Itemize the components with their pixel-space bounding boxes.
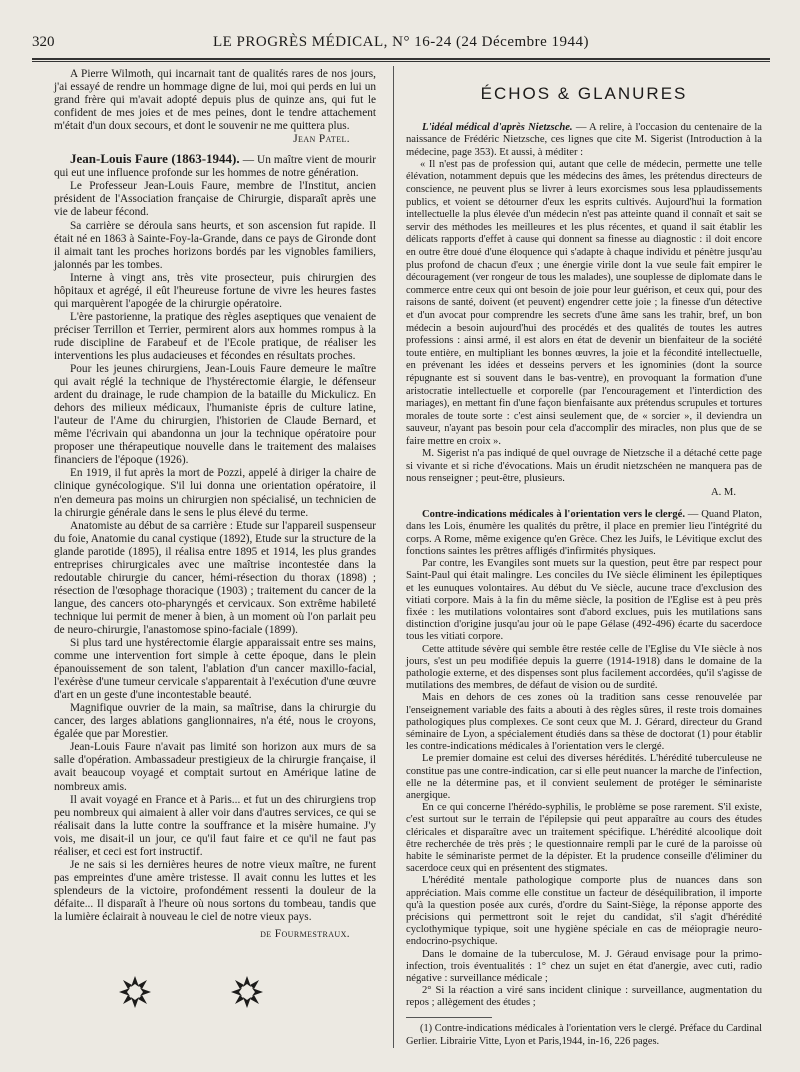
- echo-paragraph: Le premier domaine est celui des diverses hérédités. L'hérédité tuberculeuse ne constitue pas une contre-indication, car si elle peut nuancer la marche de l'infection, elle ne la détermine pas, et il convient seulement de protéger le séminariste anergique.: [406, 753, 762, 801]
- header-rule-thin: [32, 61, 770, 62]
- journal-title: LE PROGRÈS MÉDICAL, N° 16-24 (24 Décembre 1944): [212, 34, 590, 50]
- obituary-paragraph: Sa carrière se déroula sans heurts, et son ascension fut rapide. Il était né en 1863 à Sainte-Foy-la-Grande, dans ce pays de Gironde dont il aimait tant les proches horizons bordés par les vignobles familiers, jalonnés par les tombes.: [54, 219, 376, 271]
- obituary-paragraph: Anatomiste au début de sa carrière : Etude sur l'appareil suspenseur du foie, Anatomie du canal cystique (1892), Etude sur la structure de la glande parotide (1895), il réalisa entre 1895 et 1914, les plus grandes entreprises chirurgicales avec une maîtrise incontestée dans la redoutable chirurgie du cancer, hémi-résection du thorax (1898) ; résection de l'œsophage thoracique (1903) ; traitement du cancer de la langue, des cancers oto-pharyngés et cervicaux. Son extrême habileté technique lui permit de mener à bien, à un moment où l'on parlait peu de neuro-chirurgie, l'anastomose spino-faciale (1899).: [54, 519, 376, 636]
- echo-intro: — A relire, à l'occasion du centenaire de la naissance de Frédéric Nietzsche, ces lignes que cite M. Sigerist (Introduction à la médecine, page 353). Et aussi, à méditer :: [406, 122, 762, 158]
- tribute-signature: Jean Patel.: [293, 133, 350, 146]
- obituary-paragraph: Il avait voyagé en France et à Paris... et fut un des chirurgiens trop peu nombreux qui aimaient à aller voir dans d'autres services, ce qui se réalisait dans la lutte contre la souffrance et la misère humaine. J'y vois, me disait-il un jour, ce qu'il faut faire et ce qu'il ne faut pas réaliser, et ceci est fort instructif.: [54, 793, 376, 858]
- header-rule: [32, 58, 770, 60]
- obituary-paragraph: Si plus tard une hystérectomie élargie apparaissait entre ses mains, comme une intervention fort simple à cette époque, dans le plein épanouissement de son talent, l'ablation d'un cancer maxillo-facial, l'exérèse d'une tumeur cervicale s'apparentait à l'exécution d'une œuvre d'art en un geste d'une incontestable beauté.: [54, 637, 376, 702]
- echo-signature: A. M.: [710, 487, 736, 499]
- nietzsche-quote: [406, 159, 762, 449]
- echo-paragraph: 2° Si la réaction a viré sans incident clinique : surveillance, augmentation du repos ; allègement des études ;: [406, 985, 762, 1009]
- obituary-paragraph: L'ère pastorienne, la pratique des règles aseptiques que venaient de préciser Terrillon et Terrier, permirent alors aux hommes rompus à la rude discipline de Farabeuf et de l'Ecole pratique, de réaliser les interventions les plus audacieuses et fécondes en résultats proches.: [54, 310, 376, 362]
- ornament-star-icon: [230, 975, 264, 1009]
- echo-paragraph: Cette attitude sévère qui semble être restée celle de l'Eglise du VIe siècle à nos jours, s'est un peu modifiée depuis la guerre (1914-1918) dans le domaine de la pathologie externe, et des dispenses sont plus facilement accordées, qu'il s'agisse de mutilations des membres, de défaut de vision ou de surdité.: [406, 643, 762, 692]
- obituary-paragraph: Jean-Louis Faure n'avait pas limité son horizon aux murs de sa salle d'opération. Ambassadeur prestigieux de la chirurgie française, il avait beaucoup voyagé et comptait surtout en Amérique latine de nombreux amis.: [54, 741, 376, 793]
- running-header: [32, 34, 770, 54]
- page-number: 320: [32, 34, 55, 50]
- echo-paragraph: Dans le domaine de la tuberculose, M. J. Géraud envisage pour la primo-infection, trois éventualités : 1° chez un sujet en état d'anergie, avec cuti, radio négative : surveillance médicale ;: [406, 948, 762, 984]
- echo-paragraph: M. Sigerist n'a pas indiqué de quel ouvrage de Nietzsche il a détaché cette page si vivante et si riche d'évocations. Mais un érudit nietzschéen ne manquera pas de nous renseigner ; peut-être, plusieurs.: [406, 448, 762, 484]
- section-title: ÉCHOS & GLANURES: [480, 84, 688, 103]
- echo-paragraph: L'hérédité mentale pathologique comporte plus de nuances dans son appréciation. Mais comme elle constitue un facteur de déséquilibration, il importe qu'à la question posée aux curés, d'ordre du Saint-Siège, la réponse apporte des précisions qui permettront soit le rejet du candidat, s'il s'agit d'hérédité cyclothymique typique, soit une hygiène spéciale en cas de méiopragie neuro-endocrino-psychique.: [406, 875, 762, 948]
- echo-title: L'idéal médical d'après Nietzsche.: [422, 122, 573, 134]
- ornament-star-icon: [118, 975, 152, 1009]
- echo-title: Contre-indications médicales à l'orientation vers le clergé.: [422, 509, 685, 521]
- obituary-signature: de Fourmestraux.: [260, 928, 350, 941]
- obituary-paragraph: Magnifique ouvrier de la main, sa maîtrise, dans la chirurgie du cancer, des larges ablations ganglionnaires, n'a été, nous le croyons, égalée que par Morestier.: [54, 702, 376, 741]
- obituary-title: Jean-Louis Faure (1863-1944).: [70, 151, 240, 167]
- obituary-paragraph: Le Professeur Jean-Louis Faure, membre de l'Institut, ancien président de l'Association française de Chirurgie, disparaît après une vie de labeur fécond.: [54, 180, 376, 219]
- echo-paragraph: — Quand Platon, dans les Lois, énumère les qualités du prêtre, il place en premier lieu l'intégrité du corps. A Rome, même exigence qu'en Grèce. Chez les Juifs, le Lévitique exclut des fonctions saintes les prêtres affligés d'infirmités physiques.: [406, 509, 762, 557]
- echo-item-nietzsche: [406, 122, 762, 159]
- left-column: [54, 68, 376, 941]
- column-divider: [393, 66, 394, 1048]
- obituary-paragraph: En 1919, il fut après la mort de Pozzi, appelé à diriger la chaire de clinique gynécologique. S'il lui donna une orientation opératoire, il n'en demeura pas moins un chirurgien non spécialisé, un technicien de la chirurgie générale dans le sens le plus élevé du terme.: [54, 467, 376, 519]
- obituary-lead: — Un maître vient de mourir qui eut une influence profonde sur les hommes de notre génération.: [54, 154, 376, 180]
- right-column: [406, 68, 762, 1010]
- obituary-paragraph: Interne à vingt ans, très vite prosecteur, puis chirurgien des hôpitaux et agrégé, il eût l'heureuse fortune de vivre les heures fastes qui marquèrent l'apogée de la chirurgie opératoire.: [54, 271, 376, 310]
- echo-paragraph: En ce qui concerne l'hérédo-syphilis, le problème se pose rarement. S'il existe, c'est surtout sur le terrain de l'épilepsie qui peut apparaître au cours des études cléricales et disparaître avec un traitement spécifique. L'hérédité alcoolique doit être recherchée de très près ; le questionnaire rempli par le curé de la paroisse où habite le séminariste permet de la dépister. Et la prudence conseille d'éliminer du sacerdoce ceux qui en présentent des stigmates.: [406, 802, 762, 875]
- obituary-paragraph: Pour les jeunes chirurgiens, Jean-Louis Faure demeure le maître qui avait réglé la technique de l'hystérectomie élargie, le défenseur ardent du drainage, le rude champion de la bataille du Mickulicz. En dehors des milieux médicaux, l'humaniste épris de culture latine, l'auteur de l'Ame du chirurgien, l'historien de Claude Bernard, et même l'écrivain qui abandonna un jour la technique opératoire pour proposer une thérapeutique nouvelle dans le traitement des malaises financiers de l'époque (1926).: [54, 363, 376, 467]
- tribute-paragraph: A Pierre Wilmoth, qui incarnait tant de qualités rares de nos jours, j'ai essayé de rendre un hommage digne de lui, moi qui perds en lui un grand frère qui m'avait adopté depuis plus de quinze ans, qui fut le confident de mes joies et de mes peines, dont le tendre attachement m'était d'un doux secours, et dont le souvenir ne me quittera plus.: [54, 68, 376, 133]
- echo-item-clergy: [406, 509, 762, 558]
- obituary-paragraph: Je ne sais si les dernières heures de notre vieux maître, ne furent pas empreintes d'une amère tristesse. Il avait connu les luttes et les splendeurs de la victoire, profondément ressenti la douleur de la défaite... Il disparaît à l'heure où nous sortons du tombeau, tandis que la lumière éclairait à nouveau le ciel de notre vieux pays.: [54, 858, 376, 923]
- footnote: [406, 1023, 762, 1048]
- echo-paragraph: Mais en dehors de ces zones où la tradition sans cesse renouvelée par l'enseignement variable des faits a abouti à des règles sûres, il reste trois domaines pathologiques plus complexes. Ce sont ceux que M. J. Gérard, directeur du Grand séminaire de Lyon, a spécialement étudiés dans sa thèse de doctorat (1) pour établir les contre-indications médicales à l'orientation vers le clergé.: [406, 692, 762, 753]
- footnote-text: (1) Contre-indications médicales à l'orientation vers le clergé. Préface du Cardinal Gerlier. Librairie Vitte, Lyon et Paris,1944, in-16, 226 pages.: [406, 1023, 762, 1047]
- echo-paragraph: Par contre, les Evangiles sont muets sur la question, peut être par respect pour Saint-Paul qui était malingre. Les conciles du IVe siècle éliminent les épileptiques et les eunuques volontaires. Au début du Ve siècle, aucune trace d'exclusion des vitiati corpore. Mais à la fin du même siècle, la position de l'Eglise est à peu près fixée : les mutilations volontaires sont d'abord exclues, puis les mutilations sans distinction d'origine jusqu'au jour où le pape Gélase (492-496) écarte du sacerdoce tous les vitiati corpore.: [406, 558, 762, 643]
- obituary-heading: [54, 152, 376, 180]
- footnote-rule: [406, 1017, 492, 1018]
- quote-text: « Il n'est pas de profession qui, autant que celle de médecin, permette une telle élévation, notamment depuis que les médecins des âmes, les prétendus directeurs de conscience, ne peuvent plus se livrer à leurs exorcismes sous lesa pplaudissements publics, et voient se détourner d'eux les esprits cultivés. Aujourd'hui la formation intellectuelle la plus élevée d'un médecin n'est pas atteinte quand il connaît et sait se servir des méthodes les meilleures et les plus récentes, et quand il sait établir les délicats rapports d'effet à cause qui donnent sa finesse au diagnostic : il doit encore en outre être doué d'une éloquence qui s'adapte à chaque individu et pénètre jusqu'au plus profond de chacun d'eux ; une énergie virile dont la vue seule fait empirer le découragement (ver rongeur de tous les malades), une souplesse de diplomate dans le commerce entre ceux qui ont besoin de joie pour leur guérison, et ceux qui, pour des raisons de santé, doivent (et peuvent) engendrer cette joie ; la finesse d'un détective et d'un avocat pour comprendre les secrets d'une âme sans les trahir, bref, un bon médecin a besoin aujourd'hui des procédés et des qualités de toutes les autres professions : ainsi armé, il est alors en état de devenir un bienfaiteur de la société toute entière, en multipliant les bonnes œuvres, la joie et la fécondité intellectuelle, en prévenant les idées et desseins pervers et les ignominies (dont la source répugnante est si souvent dans le bas-ventre), en provoquant la formation d'une aristocratie intellectuelle et corporelle (par l'encouragement et l'interdiction des mariages), en mettant fin d'une façon bienfaisante aux prétendus scrupules et tortures morales de toute sorte : c'est ainsi seulement que, de « sorcier », il deviendra un sauveur, n'ayant pas besoin pour cela d'accomplir des miracles, non plus que de se faire mettre en croix ».: [406, 158, 762, 447]
